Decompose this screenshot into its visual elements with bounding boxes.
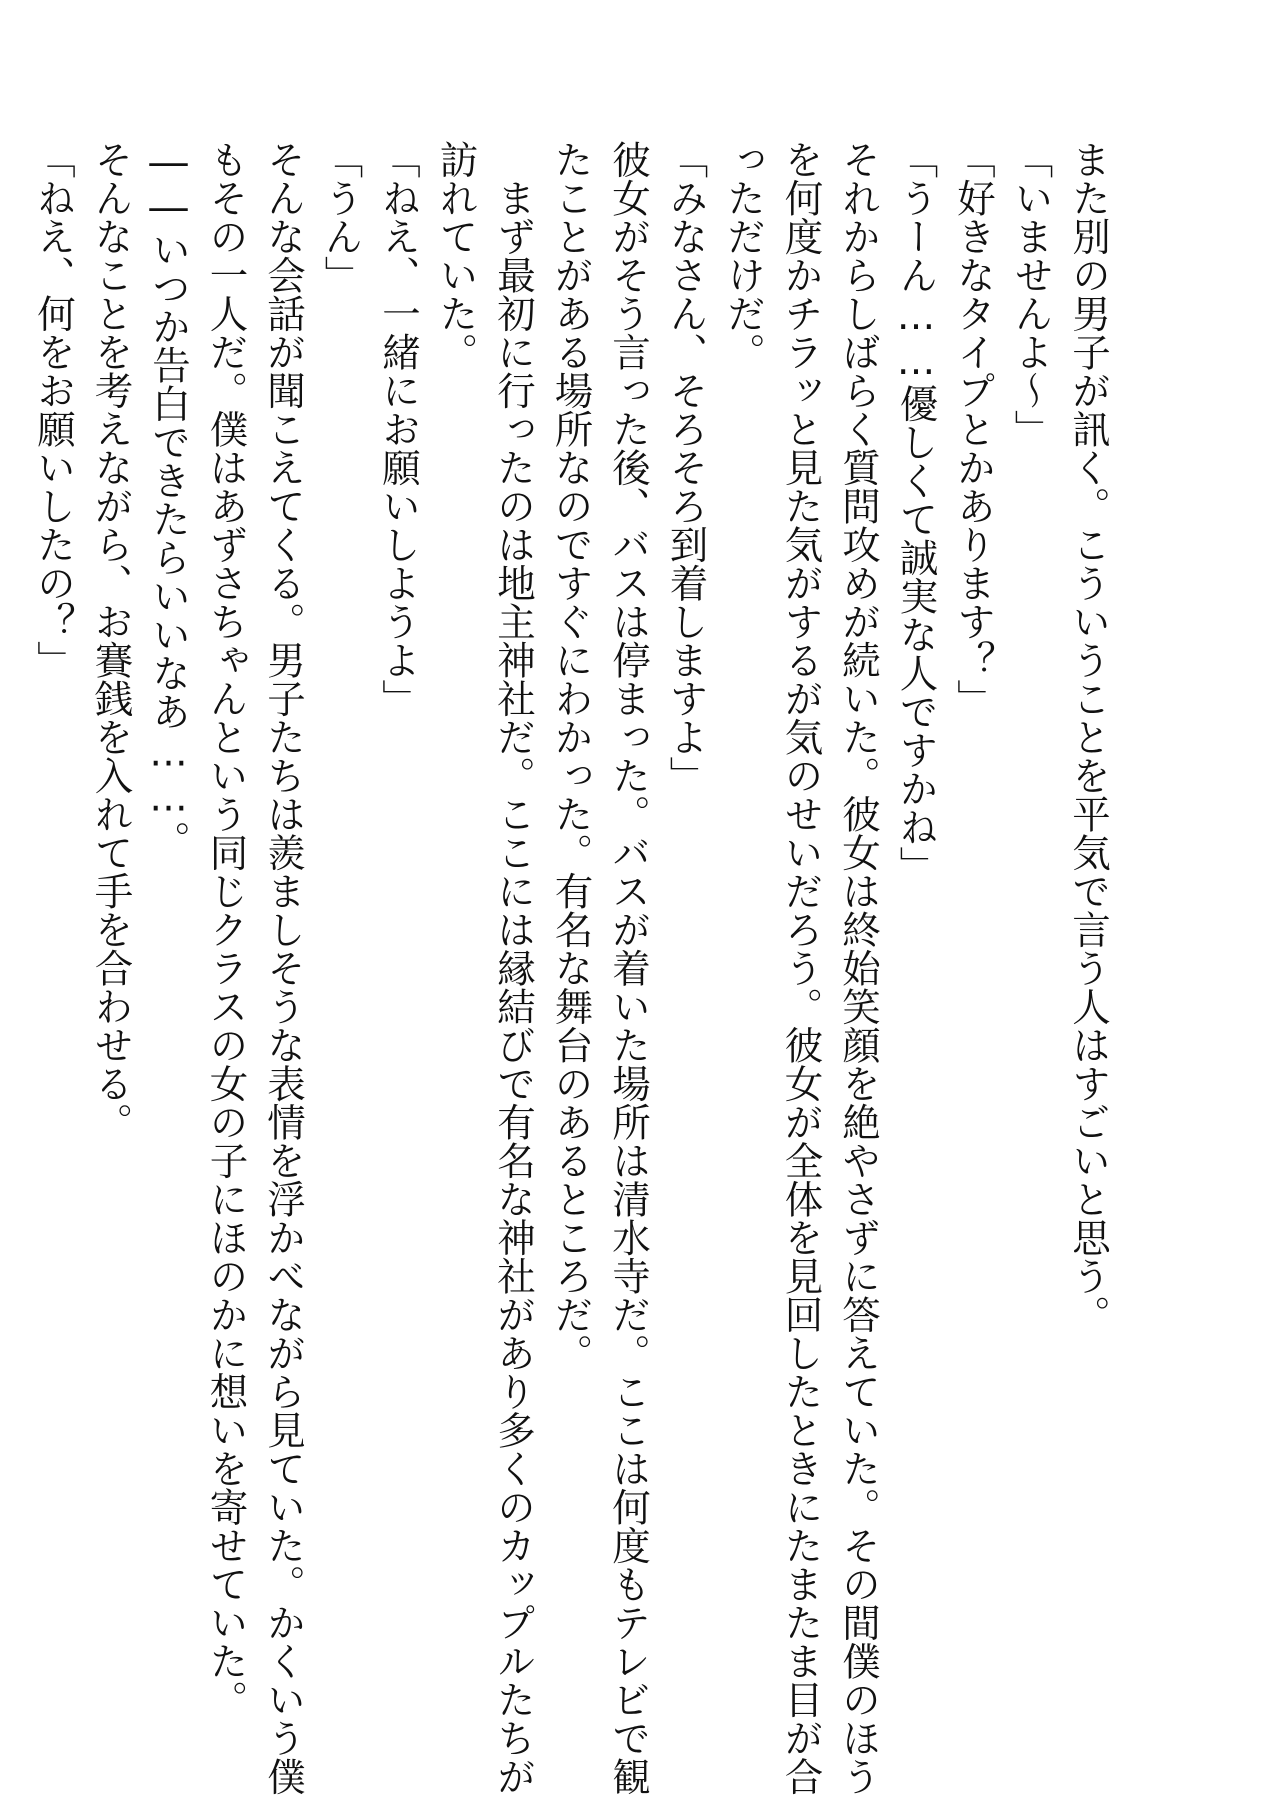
text-line: それからしばらく質問攻めが続いた。彼女は終始笑顔を絶やさずに答えていた。その間僕のほう bbox=[836, 140, 881, 1796]
text-line: そんなことを考えながら、お賽銭を入れて手を合わせる。 bbox=[88, 140, 134, 1141]
text-line: また別の男子が訊く。こういうことを平気で言う人はすごいと思う。 bbox=[1066, 140, 1111, 1334]
text-line: 「好きなタイプとかあります？」 bbox=[951, 140, 996, 718]
text-line: 「うーん……優しくて誠実な人ですかね」 bbox=[893, 140, 939, 885]
text-line: っただけだ。 bbox=[721, 140, 766, 371]
text-line: 訪れていた。 bbox=[433, 140, 479, 371]
text-line: ――いつか告白できたらいいなあ……。 bbox=[146, 140, 191, 859]
text-line: 「みなさん、そろそろ到着しますよ」 bbox=[663, 140, 709, 795]
text-line: たことがある場所なのですぐにわかった。有名な舞台のあるところだ。 bbox=[548, 140, 594, 1372]
text-line: 「ねえ、一緒にお願いしようよ」 bbox=[376, 140, 421, 718]
text-line: 「ねえ、何をお願いしたの？」 bbox=[31, 140, 76, 679]
vertical-text-block bbox=[31, 140, 1117, 1796]
text-line: を何度かチラッと見た気がするが気のせいだろう。彼女が全体を見回したときにたまたま目が合 bbox=[778, 140, 824, 1796]
text-line: まず最初に行ったのは地主神社だ。ここには縁結びで有名な神社があり多くのカップルたちが bbox=[491, 140, 536, 1796]
text-line: 「うん」 bbox=[318, 140, 364, 294]
text-line: もその一人だ。僕はあずさちゃんという同じクラスの女の子にほのかに想いを寄せていた。 bbox=[203, 140, 249, 1719]
text-line: そんな会話が聞こえてくる。男子たちは羨ましそうな表情を浮かべながら見ていた。かくいう僕 bbox=[261, 140, 306, 1796]
text-line: 彼女がそう言った後、バスは停まった。バスが着いた場所は清水寺だ。ここは何度もテレビで観 bbox=[606, 140, 651, 1796]
text-line: 「いませんよ～」 bbox=[1008, 140, 1054, 448]
